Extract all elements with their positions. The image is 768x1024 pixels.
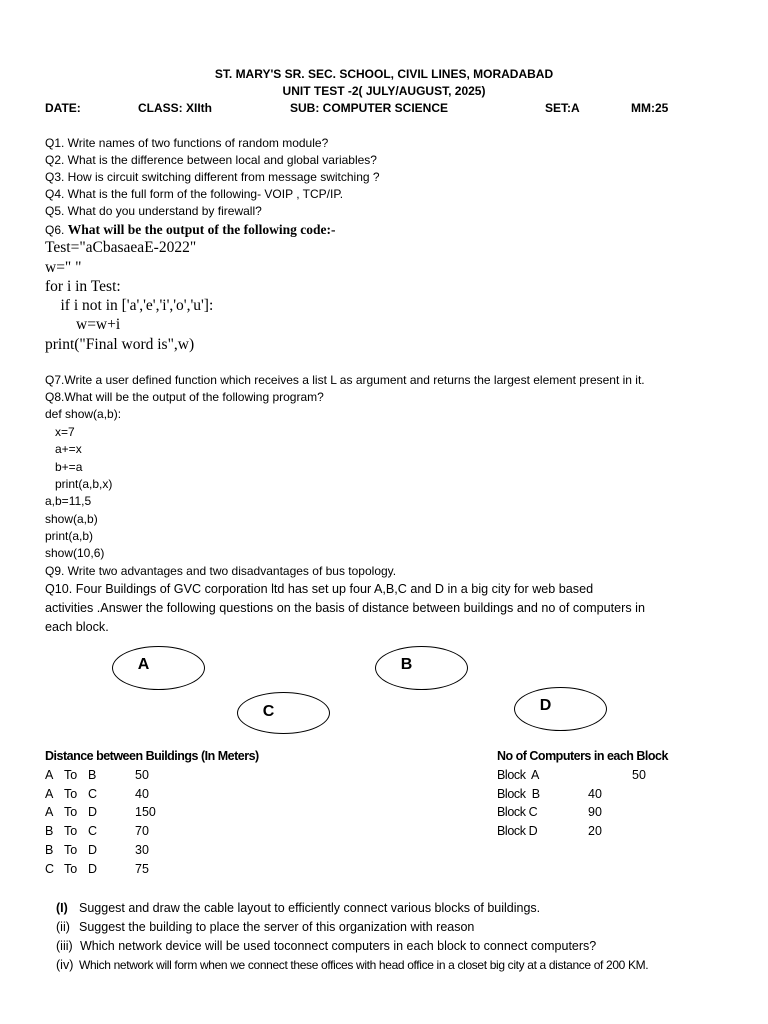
question-4: Q4. What is the full form of the following- VOIP , TCP/IP. — [45, 187, 344, 201]
q6-code-line-4: if i not in ['a','e','i','o','u']: — [45, 297, 214, 314]
subquestion-text: Suggest and draw the cable layout to efficiently connect various blocks of buildings. — [79, 901, 541, 915]
q8-code-line-7: show(a,b) — [45, 512, 98, 526]
distance-to-word: To — [64, 805, 78, 819]
q6-code-line-2: w=" " — [45, 259, 82, 276]
distance-dest: C — [88, 824, 98, 838]
date-label: DATE: — [45, 101, 81, 115]
question-2: Q2. What is the difference between local and global variables? — [45, 153, 377, 167]
question-1: Q1. Write names of two functions of random module? — [45, 136, 329, 150]
building-a-label: A — [137, 656, 150, 673]
distance-dest: D — [88, 805, 98, 819]
subject-label: SUB: COMPUTER SCIENCE — [290, 101, 449, 115]
subquestion-number: (iii) — [56, 939, 73, 953]
building-c-ellipse — [237, 692, 330, 734]
marks-label: MM:25 — [631, 101, 669, 115]
block-name: Block C — [497, 805, 538, 819]
distance-to-word: To — [64, 787, 78, 801]
distance-dest: D — [88, 843, 98, 857]
q6-code-line-6: print("Final word is",w) — [45, 336, 195, 353]
building-a-ellipse — [112, 646, 205, 690]
q8-code-line-4: b+=a — [45, 460, 83, 474]
subquestion-text: Which network device will be used toconnect computers in each block to connect computers? — [80, 939, 597, 953]
computer-count: 50 — [632, 768, 646, 782]
distance-from: A — [45, 768, 54, 782]
subquestion-text: Suggest the building to place the server of this organization with reason — [79, 920, 475, 934]
question-9: Q9. Write two advantages and two disadvantages of bus topology. — [45, 564, 397, 578]
distance-value: 75 — [135, 862, 149, 876]
test-title: UNIT TEST -2( JULY/AUGUST, 2025) — [282, 84, 486, 98]
q6-code-line-5: w=w+i — [45, 316, 121, 333]
distance-to-word: To — [64, 843, 78, 857]
distance-to-word: To — [64, 824, 78, 838]
question-10-line-2: activities .Answer the following questions on the basis of distance between buildings and no of computers in — [45, 601, 645, 615]
q8-code-line-8: print(a,b) — [45, 529, 94, 543]
computer-count: 90 — [588, 805, 602, 819]
distance-dest: C — [88, 787, 98, 801]
building-d-label: D — [539, 696, 552, 714]
q8-code-line-5: print(a,b,x) — [45, 477, 113, 491]
class-label: CLASS: XIIth — [138, 101, 212, 115]
building-c-label: C — [262, 703, 275, 720]
distance-from: A — [45, 787, 54, 801]
distance-from: A — [45, 805, 54, 819]
q6-code-line-3: for i in Test: — [45, 278, 121, 295]
subquestion-number: (I) — [56, 901, 68, 915]
distance-value: 40 — [135, 787, 149, 801]
subquestion-number: (ii) — [56, 920, 70, 934]
question-6-text: What will be the output of the following code:- — [67, 222, 336, 237]
computer-count: 40 — [588, 787, 602, 801]
q8-code-line-6: a,b=11,5 — [45, 494, 92, 508]
q8-code-line-2: x=7 — [45, 425, 75, 439]
block-name: Block A — [497, 768, 539, 782]
building-d-ellipse — [514, 687, 607, 731]
school-name: ST. MARY'S SR. SEC. SCHOOL, CIVIL LINES, MORADABAD — [214, 67, 554, 81]
block-name: Block B — [497, 787, 540, 801]
subquestion-text: Which network will form when we connect these offices with head office in a closet big city at a distance of 200 KM. — [79, 958, 649, 972]
computers-table-title: No of Computers in each Block — [497, 749, 668, 763]
distance-value: 50 — [135, 768, 149, 782]
question-7: Q7.Write a user defined function which receives a list L as argument and returns the largest element present in it. — [45, 373, 645, 387]
distance-table-title: Distance between Buildings (In Meters) — [45, 749, 259, 763]
building-b-label: B — [400, 656, 413, 673]
distance-dest: B — [88, 768, 97, 782]
question-3: Q3. How is circuit switching different from message switching ? — [45, 170, 380, 184]
subquestion-number: (iv) — [56, 958, 74, 972]
question-6-number: Q6. — [45, 223, 68, 237]
distance-to-word: To — [64, 862, 78, 876]
building-b-ellipse — [375, 646, 468, 690]
computer-count: 20 — [588, 824, 602, 838]
set-label: SET:A — [545, 101, 580, 115]
q8-code-line-3: a+=x — [45, 442, 82, 456]
question-10-line-1: Q10. Four Buildings of GVC corporation ltd has set up four A,B,C and D in a big city for web based — [45, 582, 594, 596]
distance-dest: D — [88, 862, 98, 876]
distance-from: B — [45, 843, 54, 857]
distance-value: 70 — [135, 824, 149, 838]
distance-value: 30 — [135, 843, 149, 857]
block-name: Block D — [497, 824, 538, 838]
distance-value: 150 — [135, 805, 156, 819]
question-10-line-3: each block. — [45, 620, 109, 634]
distance-from: C — [45, 862, 55, 876]
distance-to-word: To — [64, 768, 78, 782]
q8-code-line-1: def show(a,b): — [45, 407, 122, 421]
question-6 — [45, 221, 335, 239]
q6-code-line-1: Test="aCbasaeaE-2022" — [45, 239, 197, 256]
question-8: Q8.What will be the output of the following program? — [45, 390, 324, 404]
question-5: Q5. What do you understand by firewall? — [45, 204, 262, 218]
distance-from: B — [45, 824, 54, 838]
q8-code-line-9: show(10,6) — [45, 546, 105, 560]
